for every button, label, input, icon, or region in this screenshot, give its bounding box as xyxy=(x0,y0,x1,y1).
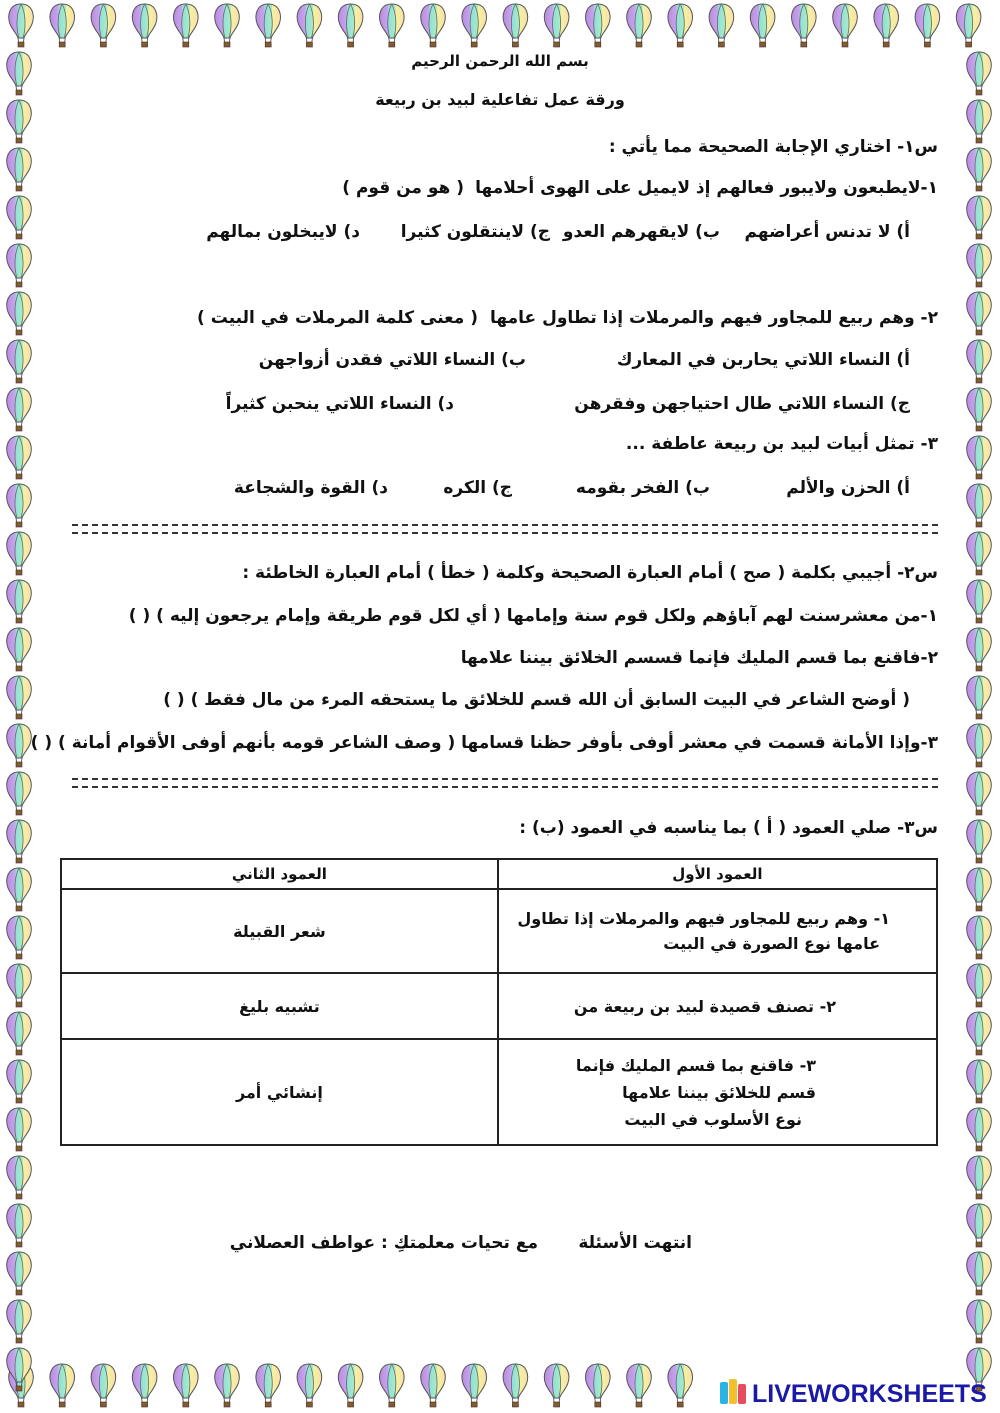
q1-item2-option-b[interactable]: ب) النساء اللاتي فقدن أزواجهن xyxy=(258,350,526,370)
col1-header: العمود الأول xyxy=(498,859,937,889)
q1-item2-note: ( معنى كلمة المرملات في البيت ) xyxy=(197,308,478,328)
q1-item3-option-c[interactable]: ج) الكره xyxy=(443,478,512,498)
matching-table xyxy=(60,858,938,1146)
q1-item2-option-a[interactable]: أ) النساء اللاتي يحاربن في المعارك xyxy=(616,350,910,370)
q1-item3-option-a[interactable]: أ) الحزن والألم xyxy=(786,478,910,498)
table-row xyxy=(61,1039,937,1145)
table-row xyxy=(61,889,937,973)
q3-heading: س٣- صلي العمود ( أ ) بما يناسبه في العمود (ب) : xyxy=(519,818,938,838)
q1-item1-option-a[interactable]: أ) لا تدنس أعراضهم xyxy=(744,222,910,242)
row3-match[interactable]: إنشائي أمر xyxy=(61,1039,498,1145)
row1-prompt: ١- وهم ربيع للمجاور فيهم والمرملات إذا تطاول عامها نوع الصورة في البيت xyxy=(498,889,937,973)
col2-header: العمود الثاني xyxy=(61,859,498,889)
worksheet-title: ورقة عمل تفاعلية لبيد بن ربيعة xyxy=(375,90,625,109)
q1-item1-note: ( هو من قوم ) xyxy=(342,178,464,198)
q1-item2-verse: ٢- وهم ربيع للمجاور فيهم والمرملات إذا تطاول عامها xyxy=(490,308,938,328)
q1-item2-option-c[interactable]: ج) النساء اللاتي طال احتياجهن وفقرهن xyxy=(574,394,910,414)
teacher-greeting: مع تحيات معلمتكِ : عواطف العصلاني xyxy=(229,1233,538,1253)
separator xyxy=(72,524,938,534)
row2-match[interactable]: تشبيه بليغ xyxy=(61,973,498,1039)
logo-text: LIVEWORKSHEETS xyxy=(752,1380,987,1408)
q2-item2-note[interactable]: ( أوضح الشاعر في البيت السابق أن الله قسم للخلائق ما يستحقه المرء من مال فقط ) ( ) xyxy=(163,690,910,710)
q1-item1-option-d[interactable]: د) لايبخلون بمالهم xyxy=(206,222,360,242)
row1-match[interactable]: شعر القبيلة xyxy=(61,889,498,973)
table-row xyxy=(61,973,937,1039)
q1-item3-option-d[interactable]: د) القوة والشجاعة xyxy=(233,478,388,498)
row3-prompt: ٣- فاقنع بما قسم المليك فإنما قسم للخلائق بيننا علامها نوع الأسلوب في البيت xyxy=(498,1039,937,1145)
q2-item2-verse: ٢-فاقنع بما قسم المليك فإنما قسسم الخلائق بيننا علامها xyxy=(460,648,938,668)
q1-item2-option-d[interactable]: د) النساء اللاتي ينحبن كثيراً xyxy=(225,394,454,414)
row2-prompt: ٢- تصنف قصيدة لبيد بن ربيعة من xyxy=(498,973,937,1039)
q1-item1-verse: ١-لايطبعون ولايبور فعالهم إذ لايميل على الهوى أحلامها xyxy=(475,178,938,198)
end-of-questions: انتهت الأسئلة xyxy=(578,1233,692,1253)
q1-item3-stem: ٣- تمثل أبيات لبيد بن ربيعة عاطفة ... xyxy=(625,434,938,454)
logo-badge-icon xyxy=(720,1379,754,1409)
q1-item3-option-b[interactable]: ب) الفخر بقومه xyxy=(575,478,710,498)
q2-item1[interactable]: ١-من معشرسنت لهم آباؤهم ولكل قوم سنة وإمامها ( أي لكل قوم طريقة وإمام يرجعون إليه ) ( ) xyxy=(128,606,938,626)
separator xyxy=(72,778,938,788)
q1-item1-option-c[interactable]: ج) لاينتقلون كثيرا xyxy=(400,222,550,242)
q1-heading: س١- اختاري الإجابة الصحيحة مما يأتي : xyxy=(608,137,938,157)
q1-item1-option-b[interactable]: ب) لايقهرهم العدو xyxy=(562,222,720,242)
liveworksheets-logo[interactable] xyxy=(700,1373,1000,1413)
q2-heading: س٢- أجيبي بكلمة ( صح ) أمام العبارة الصحيحة وكلمة ( خطأ ) أمام العبارة الخاطئة : xyxy=(242,563,938,583)
basmala: بسم الله الرحمن الرحيم xyxy=(411,52,589,70)
q2-item3[interactable]: ٣-وإذا الأمانة قسمت في معشر أوفى بأوفر حظنا قسامها ( وصف الشاعر قومه بأنهم أوفى الأقوام أمانة ) ( ) xyxy=(30,733,938,753)
